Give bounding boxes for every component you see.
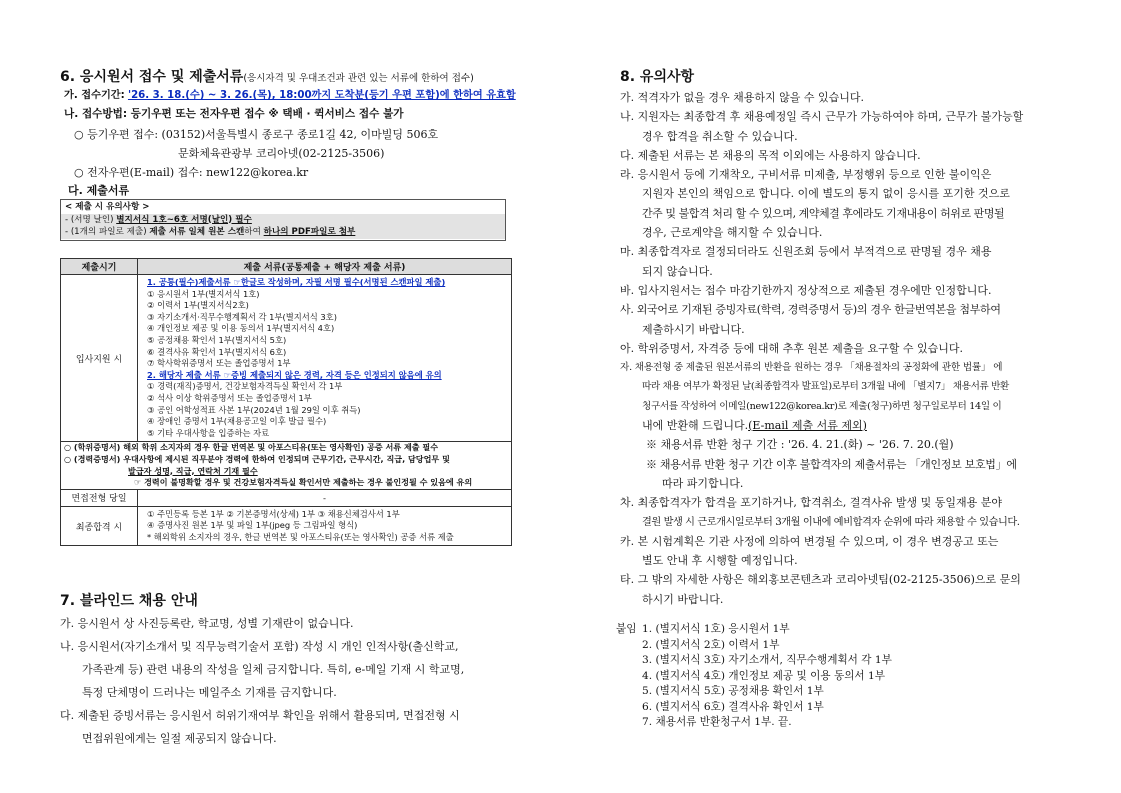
- interview-label: 면접전형 당일: [61, 489, 138, 506]
- notice-item-cont: 결원 발생 시 근로개시일로부터 3개월 이내에 예비합격자 순위에 따라 채용할 수 있습니다.: [642, 516, 1020, 528]
- career-note-cont: 발급자 성명, 직급, 연락처 기재 필수: [128, 465, 258, 476]
- note-file-label: - (1개의 파일로 제출): [65, 227, 150, 237]
- attachment-item: 7. 채용서류 반환청구서 1부. 끝.: [642, 716, 792, 728]
- table-row: [61, 442, 512, 489]
- attachment-item: 6. (별지서식 6호) 결격사유 확인서 1부: [642, 700, 824, 713]
- attachment-item: 1. (별지서식 1호) 응시원서 1부: [642, 623, 790, 635]
- blind-item-na-cont: 가족관계 등) 관련 내용의 작성을 일체 금지합니다. 특히, e-메일 기재 시 학교명,: [82, 663, 465, 676]
- common-item: ⑦ 학사학위증명서 또는 졸업증명서 1부: [147, 358, 291, 369]
- blind-item-ga: 가. 응시원서 상 사진등록란, 학교명, 성별 기재란이 없습니다.: [60, 617, 354, 630]
- post-recipient: 문화체육관광부 코리아넷(02-2125-3506): [178, 147, 385, 160]
- common-title: 1. 공통(필수)제출서류 ☞한글로 작성하며, 자필 서명 필수(서명된 스캔파일 제출): [147, 277, 446, 287]
- common-item: ⑥ 결격사유 확인서 1부(별지서식 6호): [147, 346, 287, 357]
- attachment-item: 2. (별지서식 2호) 이력서 1부: [642, 638, 780, 651]
- final-item: * 해외학위 소지자의 경우, 한글 번역본 및 아포스티유(또는 영사확인) 공증 서류 제출: [147, 531, 454, 542]
- post-address: ○ 등기우편 접수: (03152)서울특별시 종로구 종로1길 42, 이마빌딩 506호: [74, 128, 439, 141]
- notice-list: [620, 88, 1076, 609]
- attachments-label: 붙임: [616, 623, 637, 635]
- documents-table: [60, 258, 512, 546]
- destroy-note: ※ 채용서류 반환 청구 기간 이후 불합격자의 제출서류는 「개인정보 보호법」에: [646, 457, 1017, 471]
- common-item: ① 응시원서 1부(별지서식 1호): [147, 288, 260, 299]
- notice-item: 카. 본 시험계획은 기관 사정에 의하여 변경될 수 있으며, 이 경우 변경공고 또는: [620, 534, 999, 548]
- notice-item: 자. 채용전형 중 제출된 원본서류의 반환을 원하는 경우 「채용절차의 공정화에 관한 법률」 에: [620, 362, 1003, 374]
- email-exclusion: (E-mail 제출 서류 제외): [748, 419, 867, 433]
- method-line: 나. 접수방법: 등기우편 또는 전자우편 접수 ※ 택배 · 퀵서비스 접수 불가: [64, 108, 404, 120]
- notice-item: 아. 학위증명서, 자격증 등에 대해 추후 원본 제출을 요구할 수 있습니다.: [620, 341, 963, 355]
- common-item: ⑤ 공정채용 확인서 1부(별지서식 5호): [147, 334, 287, 345]
- apply-label: 입사지원 시: [61, 275, 138, 442]
- return-text: 내에 반환해 드립니다.: [642, 419, 749, 433]
- extra-item: ⑤ 기타 우대사항을 입증하는 자료: [147, 427, 270, 438]
- period-line: [64, 86, 516, 105]
- interview-value: -: [138, 489, 512, 506]
- table-row: [61, 275, 512, 442]
- common-item: ② 이력서 1부(별지서식2호): [147, 300, 249, 311]
- header-timing: 제출시기: [61, 259, 138, 275]
- blind-item-da: 다. 제출된 증빙서류는 응시원서 허위기재여부 확인을 위해서 활용되며, 면접전형 시: [60, 709, 460, 722]
- return-period-note: ※ 채용서류 반환 청구 기간 : '26. 4. 21.(화) ~ '26. 7. 20.(월): [646, 438, 954, 452]
- section-8-title: 8. 유의사항: [620, 69, 695, 85]
- attachment-list: [642, 622, 892, 731]
- table-row: [61, 489, 512, 506]
- degree-note: ○ (학위증명서) 해외 학위 소지자의 경우 한글 번역본 및 아포스티유(또는 영사확인) 공증 서류 제출 필수: [64, 442, 439, 453]
- notice-item-cont: 경우 합격을 취소할 수 있습니다.: [642, 129, 798, 143]
- notice-item-cont: 되지 않습니다.: [642, 264, 713, 278]
- note-signature-text: 별지서식 1호~6호 서명(날인) 필수: [116, 214, 252, 225]
- notice-item: 사. 외국어로 기재된 증빙자료(학력, 경력증명서 등)의 경우 한글번역본을 첨부하여: [620, 303, 1001, 317]
- header-documents: 제출 서류(공통제출 + 해당자 제출 서류): [138, 259, 512, 275]
- extra-title: 2. 해당자 제출 서류 ☞증빙 제출되지 않은 경력, 자격 등은 인정되지 않음에 유의: [147, 369, 442, 380]
- notice-item-cont: 청구서를 작성하여 이메일(new122@korea.kr)로 제출(청구)하면 청구일로부터 14일 이: [642, 400, 1002, 412]
- notice-item-cont: 간주 및 불합격 처리 할 수 있으며, 계약체결 후에라도 기재내용이 허위로 판명될: [642, 206, 1005, 220]
- section-6-heading: [60, 66, 474, 86]
- notice-item-cont: [620, 416, 1076, 435]
- proof-notes: [61, 442, 512, 489]
- apply-docs: [138, 275, 512, 442]
- notice-item: 바. 입사지원서는 접수 마감기한까지 정상적으로 제출된 경우에만 인정합니다.: [620, 283, 992, 297]
- notice-item: 마. 최종합격자로 결정되더라도 신원조회 등에서 부적격으로 판명될 경우 채용: [620, 245, 992, 259]
- common-item: ③ 자기소개서·직무수행계획서 각 1부(별지서식 3호): [147, 311, 337, 322]
- notice-item: 차. 최종합격자가 합격을 포기하거나, 합격취소, 결격사유 발생 및 동일재용 분야: [620, 496, 1002, 510]
- note-file-scan: 제출 서류 일체 원본 스캔: [149, 227, 245, 237]
- extra-item: ④ 장애인 증명서 1부(채용공고일 이후 발급 필수): [147, 416, 327, 427]
- attachment-item: 5. (별지서식 5호) 공정채용 확인서 1부: [642, 685, 824, 697]
- final-docs: [138, 506, 512, 546]
- notice-item-cont: 경우, 근로계약을 해지할 수 있습니다.: [642, 226, 823, 240]
- period-label: 가. 접수기간:: [64, 90, 125, 101]
- blind-item-na: 나. 응시원서(자기소개서 및 직무능력기술서 포함) 작성 시 개인 인적사항(출신학교,: [60, 640, 459, 653]
- note-file: [61, 226, 505, 239]
- section-6-title: 6. 응시원서 접수 및 제출서류: [60, 69, 244, 85]
- notice-item-cont: 제출하시기 바랍니다.: [642, 322, 745, 336]
- common-item: ④ 개인정보 제공 및 이용 동의서 1부(별지서식 4호): [147, 323, 335, 334]
- documents-heading: 다. 제출서류: [68, 184, 130, 197]
- notice-item-cont: 지원자 본인의 책임으로 합니다. 이에 별도의 통지 없이 응시를 포기한 것으로: [642, 187, 1010, 201]
- notice-item: 타. 그 밖의 자세한 사항은 해외홍보콘텐츠과 코리아넷팀(02-2125-3506)으로 문의: [620, 573, 1021, 587]
- destroy-note-cont: 따라 파기합니다.: [662, 476, 744, 490]
- period-value: '26. 3. 18.(수) ~ 3. 26.(목), 18:00까지 도착분(등기 우편 포함)에 한하여 유효함: [127, 90, 516, 101]
- blind-item-na-cont: 특정 단체명이 드러나는 메일주소 기재를 금지합니다.: [82, 686, 337, 699]
- extra-item: ③ 공인 어학성적표 사본 1부(2024년 1월 29일 이후 취득): [147, 404, 361, 415]
- notice-item: 가. 적격자가 없을 경우 채용하지 않을 수 있습니다.: [620, 91, 864, 104]
- extra-item: ② 석사 이상 학위증명서 또는 졸업증명서 1부: [147, 392, 312, 403]
- final-item: ④ 증명사진 원본 1부 및 파일 1부(jpeg 등 그림파일 형식): [147, 520, 358, 531]
- section-6-title-note: (응시자격 및 우대조건과 관련 있는 서류에 한하여 접수): [243, 73, 474, 84]
- note-signature-label: - (서명 날인): [65, 214, 117, 225]
- notice-item: 나. 지원자는 최종합격 후 채용예정일 즉시 근무가 가능하여야 하며, 근무가 불가능할: [620, 110, 1024, 124]
- note-signature: [61, 214, 505, 227]
- attachment-item: 3. (별지서식 3호) 자기소개서, 직무수행계획서 각 1부: [642, 654, 892, 666]
- notice-item-cont: 별도 안내 후 시행할 예정입니다.: [642, 554, 798, 568]
- extra-item: ① 경력(재직)증명서, 건강보험자격득실 확인서 각 1부: [147, 381, 343, 392]
- final-label: 최종합격 시: [61, 506, 138, 546]
- note-file-mid: 하여: [244, 227, 264, 237]
- notice-item: 다. 제출된 서류는 본 채용의 목적 이외에는 사용하지 않습니다.: [620, 148, 921, 162]
- career-note: ○ (경력증명서) 우대사항에 제시된 직무분야 경력에 한하여 인정되며 근무기간, 근무시간, 직급, 담당업무 및: [64, 453, 450, 464]
- table-header-row: [61, 259, 512, 275]
- notice-item: 라. 응시원서 등에 기재착오, 구비서류 미제출, 부정행위 등으로 인한 불이익은: [620, 168, 992, 182]
- note-file-pdf: 하나의 PDF파일로 첨부: [263, 227, 356, 237]
- attachment-item: 4. (별지서식 4호) 개인정보 제공 및 이용 동의서 1부: [642, 669, 885, 682]
- email-line: ○ 전자우편(E-mail) 접수: new122@korea.kr: [74, 166, 309, 179]
- table-row: [61, 506, 512, 546]
- submission-notes: [60, 199, 506, 241]
- notes-title: < 제출 시 유의사항 >: [65, 202, 150, 212]
- notice-item-cont: 따라 채용 여부가 확정된 날(최종합격자 발표일)로부터 3개월 내에 「별지7」 채용서류 반환: [642, 381, 1009, 393]
- notice-item-cont: 하시기 바랍니다.: [642, 592, 724, 606]
- blind-item-da-cont: 면접위원에게는 일절 제공되지 않습니다.: [82, 732, 277, 745]
- career-warning: ☞ 경력이 불명확할 경우 및 건강보험자격득실 확인서만 제출하는 경우 불인정될 수 있음에 유의: [134, 477, 473, 488]
- final-item: ① 주민등록 등본 1부 ② 기본증명서(상세) 1부 ③ 채용신체검사서 1부: [147, 508, 400, 519]
- section-7-title: 7. 블라인드 채용 안내: [60, 593, 198, 609]
